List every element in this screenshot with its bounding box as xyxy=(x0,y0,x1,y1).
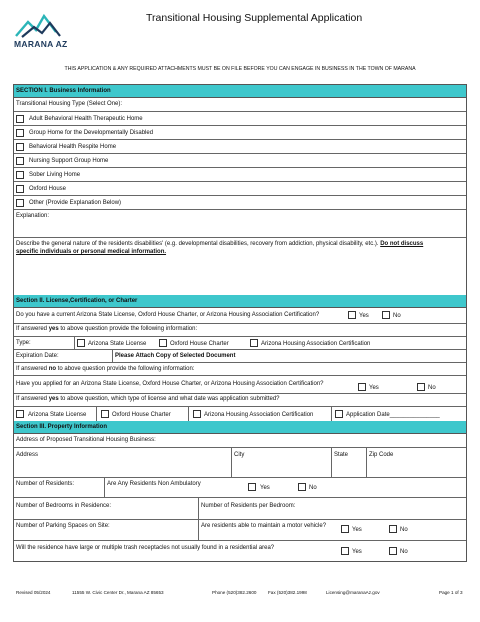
explanation-label: Explanation: xyxy=(16,213,50,219)
if-no-instruction: If answered no to above question provide the following information: xyxy=(16,366,195,372)
residents-per-bedroom-label: Number of Residents per Bedroom: xyxy=(201,503,296,509)
city-label: City xyxy=(234,452,245,458)
type-label-6: Other (Provide Explanation Below) xyxy=(29,200,122,206)
type-label-0: Adult Behavioral Health Therapeutic Home xyxy=(29,116,143,122)
non-ambulatory-question: Are Any Residents Non Ambulatory xyxy=(107,481,201,487)
logo-text: MARANA AZ xyxy=(14,39,68,49)
describe-text: Describe the general nature of the residents disabilities' (e.g. developmental disabilities, recovery from addiction, physical disability, etc.). xyxy=(16,241,379,247)
q1-yes-label: Yes xyxy=(359,313,369,319)
applied-label-0: Arizona State License xyxy=(28,412,87,418)
attach-note: Please Attach Copy of Selected Document xyxy=(115,353,236,359)
vehicle-no-checkbox[interactable] xyxy=(389,525,397,533)
address-label: Address xyxy=(16,452,39,458)
license-label-2: Arizona Housing Association Certification xyxy=(261,341,371,347)
applied-checkbox-0[interactable] xyxy=(16,410,24,418)
type-label-2: Behavioral Health Respite Home xyxy=(29,144,117,150)
vehicle-yes-label: Yes xyxy=(352,527,362,533)
if-yes-applied-instruction: If answered yes to above question, which type of license and what date was application submitted? xyxy=(16,396,280,402)
page-title: Transitional Housing Supplemental Application xyxy=(146,12,363,24)
license-label-0: Arizona State License xyxy=(88,341,147,347)
q1-yes-checkbox[interactable] xyxy=(348,311,356,319)
vehicle-question: Are residents able to maintain a motor vehicle? xyxy=(201,523,327,529)
type-checkbox-5[interactable] xyxy=(16,185,24,193)
residents-label: Number of Residents: xyxy=(16,481,75,487)
footer-page: Page 1 of 3 xyxy=(439,590,463,595)
applied-checkbox-1[interactable] xyxy=(101,410,109,418)
type-checkbox-3[interactable] xyxy=(16,157,24,165)
trash-no-label: No xyxy=(400,549,408,555)
applied-label-1: Oxford House Charter xyxy=(112,412,171,418)
trash-yes-checkbox[interactable] xyxy=(341,547,349,555)
type-checkbox-0[interactable] xyxy=(16,115,24,123)
type-checkbox-2[interactable] xyxy=(16,143,24,151)
type-label-5: Oxford House xyxy=(29,186,67,192)
footer-email[interactable]: Licensing@maranaAz.gov xyxy=(326,590,380,595)
q2-no-label: No xyxy=(428,385,436,391)
q2-yes-label: Yes xyxy=(369,385,379,391)
license-checkbox-2[interactable] xyxy=(250,339,258,347)
type-label-1: Group Home for the Developmentally Disabled xyxy=(29,130,154,136)
describe-line-1 xyxy=(16,241,423,247)
ambulatory-no-checkbox[interactable] xyxy=(298,483,306,491)
housing-type-label: Transitional Housing Type (Select One): xyxy=(16,101,123,107)
q2-yes-checkbox[interactable] xyxy=(358,383,366,391)
application-date-field[interactable]: Application Date_______________ xyxy=(346,412,440,418)
mountains-icon xyxy=(14,10,74,40)
license-label-1: Oxford House Charter xyxy=(170,341,229,347)
section-2-heading: Section II. License,Certification, or Charter xyxy=(14,295,466,308)
ambulatory-yes-checkbox[interactable] xyxy=(248,483,256,491)
ambulatory-yes-label: Yes xyxy=(260,485,270,491)
trash-yes-label: Yes xyxy=(352,549,362,555)
vehicle-no-label: No xyxy=(400,527,408,533)
footer-phone: Phone (520)382.2600 xyxy=(212,590,257,595)
describe-warning-2: specific individuals or personal medical information. xyxy=(16,249,167,255)
zip-label: Zip Code xyxy=(369,452,394,458)
vehicle-yes-checkbox[interactable] xyxy=(341,525,349,533)
footer-revised: Revised 05/2024 xyxy=(16,590,51,595)
section-1-heading: SECTION I. Business Information xyxy=(14,85,466,98)
applied-question: Have you applied for an Arizona State License, Oxford House Charter, or Arizona Housing Association Certification? xyxy=(16,381,324,387)
type-label-4: Sober Living Home xyxy=(29,172,81,178)
type-checkbox-4[interactable] xyxy=(16,171,24,179)
applied-checkbox-3[interactable] xyxy=(335,410,343,418)
q1-no-checkbox[interactable] xyxy=(382,311,390,319)
application-form xyxy=(13,84,467,562)
type-checkbox-6[interactable] xyxy=(16,199,24,207)
expiration-label: Expiration Date: xyxy=(16,353,59,359)
type-label-3: Nursing Support Group Home xyxy=(29,158,109,164)
ambulatory-no-label: No xyxy=(309,485,317,491)
section-3-heading: Section III. Property Information xyxy=(14,421,466,434)
applied-checkbox-2[interactable] xyxy=(193,410,201,418)
license-checkbox-0[interactable] xyxy=(77,339,85,347)
footer-fax: Fax (520)382.1998 xyxy=(268,590,307,595)
license-checkbox-1[interactable] xyxy=(159,339,167,347)
property-address-label: Address of Proposed Transitional Housing Business: xyxy=(16,437,156,443)
applied-label-2: Arizona Housing Association Certification xyxy=(204,412,314,418)
state-label: State xyxy=(334,452,349,458)
if-yes-instruction: If answered yes to above question provide the following information: xyxy=(16,326,198,332)
parking-label: Number of Parking Spaces on Site: xyxy=(16,523,110,529)
trash-question: Will the residence have large or multiple trash receptacles not usually found in a residential area? xyxy=(16,545,275,551)
describe-warning-1: Do not discuss xyxy=(380,241,424,247)
trash-no-checkbox[interactable] xyxy=(389,547,397,555)
type-label: Type: xyxy=(16,340,31,346)
footer-address: 11555 W. Civic Center Dr., Marana AZ 85653 xyxy=(72,590,164,595)
license-question: Do you have a current Arizona State License, Oxford House Charter, or Arizona Housing Association Certification? xyxy=(16,312,320,318)
q1-no-label: No xyxy=(393,313,401,319)
bedrooms-label: Number of Bedrooms in Residence: xyxy=(16,503,112,509)
notice-text: THIS APPLICATION & ANY REQUIRED ATTACHMENTS MUST BE ON FILE BEFORE YOU CAN ENGAGE IN BUSINESS IN THE TOWN OF MARANA xyxy=(64,66,416,72)
q2-no-checkbox[interactable] xyxy=(417,383,425,391)
type-checkbox-1[interactable] xyxy=(16,129,24,137)
